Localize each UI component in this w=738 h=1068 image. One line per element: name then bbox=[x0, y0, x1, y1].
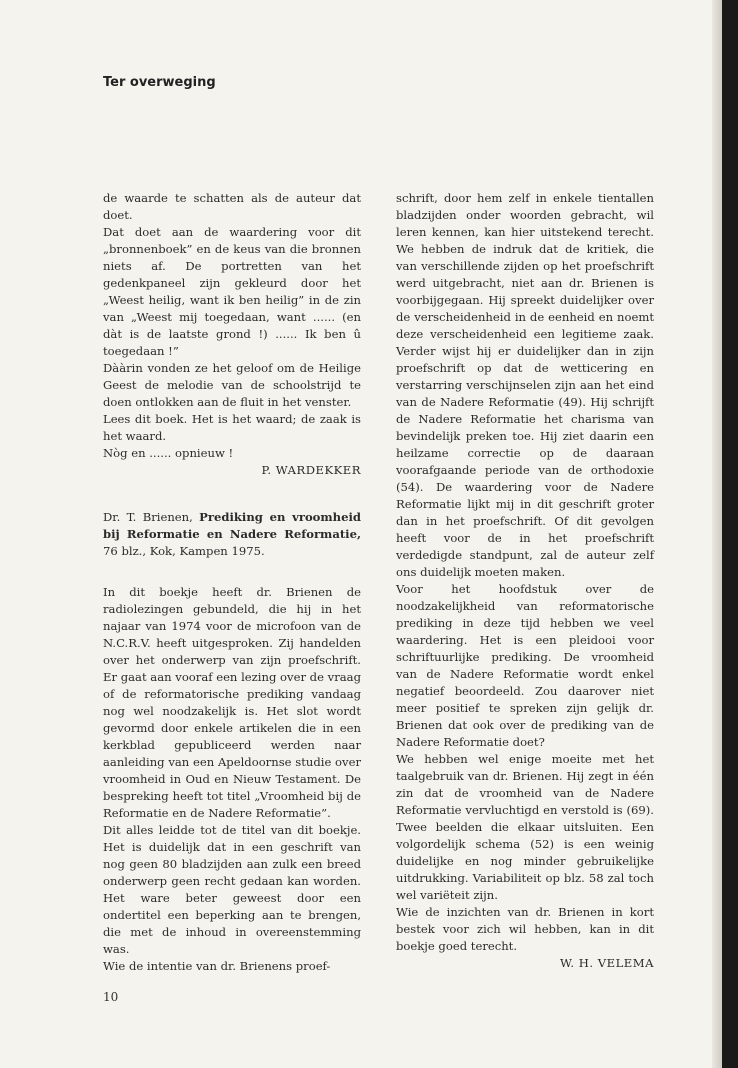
paragraph: Voor het hoofdstuk over de noodzakelijkheid van reformatorische prediking in deze tijd hebben we veel waardering. Het is een pleidooi voor schriftuurlijke prediking. De vroomheid van de Nadere Reformatie wordt enkel negatief beoordeeld. Zou daarover niet meer positief te spreken zijn gelijk dr. Brienen dat ook over de prediking van de Nadere Reformatie doet? bbox=[396, 582, 654, 749]
paragraph: We hebben wel enige moeite met het taalgebruik van dr. Brienen. Hij zegt in één zin dat de vroomheid van de Nadere Reformatie vervluchtigd en verstold is (69). Twee beelden die elkaar uitsluiten. Een volgordelijk schema (52) is een weinig duidelijke en nog minder gebruikelijke uitdrukking. Variabiliteit op blz. 58 zal toch wel variëteit zijn. bbox=[396, 752, 654, 902]
paragraph: Dààrin vonden ze het geloof om de Heilige Geest de melodie van de schoolstrijd te doen ontlokken aan de fluit in het venster. bbox=[103, 361, 361, 409]
paragraph: In dit boekje heeft dr. Brienen de radiolezingen gebundeld, die hij in het najaar van 1974 voor de microfoon van de N.C.R.V. heeft uitgesproken. Zij handelden over het onderwerp van zijn proefschrift. Er gaat aan vooraf een lezing over de vraag of de reformatorische prediking vandaag nog wel noodzakelijk is. Het slot wordt gevormd door enkele artikelen die in een kerkblad gepubliceerd werden naar aanleiding van een Apeldoornse studie over vroomheid in Oud en Nieuw Testament. De bespreking heeft tot titel „Vroomheid bij de Reformatie en de Nadere Reformatie”. bbox=[103, 585, 361, 820]
paragraph: schrift, door hem zelf in enkele tientallen bladzijden onder woorden gebracht, wil leren kennen, kan hier uitstekend terecht. We hebben de indruk dat de kritiek, die van verschillende zijden op het proefschrift werd uitgebracht, niet aan dr. Brienen is voorbijgegaan. Hij spreekt duidelijker over de verscheidenheid in de eenheid en noemt deze verscheidenheid een legitieme zaak. Verder wijst hij er duidelijker dan in zijn proefschrift op dat de wetticering en verstarring verschijnselen zijn aan het eind van de Nadere Reformatie (49). Hij schrijft de Nadere Reformatie het charisma van bevindelijk preken toe. Hij ziet daarin een heilzame correctie op de daaraan voorafgaande periode van de orthodoxie (54). De waardering voor de Nadere Reformatie lijkt mij in dit geschrift groter dan in het proefschrift. Of dit gevolgen heeft voor de in het proefschrift verdedigde standpunt, zal de auteur zelf ons duidelijk moeten maken. bbox=[396, 191, 654, 579]
review-author: Dr. T. Brienen, bbox=[103, 510, 200, 524]
paragraph: Dat doet aan de waardering voor dit „bronnenboek” en de keus van die bronnen niets af. De portretten van het gedenkpaneel zijn gekleurd door het „Weest heilig, want ik ben heilig” in de zin van „Weest mij toegedaan, want ...... (en dàt is de laatste grond !) ...... Ik ben û toegedaan !” bbox=[103, 225, 361, 358]
paragraph: Wie de intentie van dr. Brienens proef- bbox=[103, 959, 331, 973]
review-heading bbox=[103, 509, 361, 560]
page-edge-shadow bbox=[712, 0, 722, 1068]
paragraph: de waarde te schatten als de auteur dat doet. bbox=[103, 191, 361, 222]
paragraph: Dit alles leidde tot de titel van dit boekje. Het is duidelijk dat in een geschrift van nog geen 80 bladzijden aan zulk een breed onderwerp geen recht gedaan kan worden. Het ware beter geweest door een ondertitel een beperking aan te brengen, die met de inhoud in overeenstemming was. bbox=[103, 823, 361, 956]
signature-velema: W. H. VELEMA bbox=[560, 956, 654, 970]
section-title: Ter overweging bbox=[103, 75, 216, 90]
paragraph: Wie de inzichten van dr. Brienen in kort bestek voor zich wil hebben, kan in dit boekje goed terecht. bbox=[396, 905, 654, 953]
signature-wardekker: P. WARDEKKER bbox=[261, 463, 361, 477]
right-column bbox=[396, 190, 654, 972]
paragraph: Lees dit boek. Het is het waard; de zaak is het waard. bbox=[103, 412, 361, 443]
page-number: 10 bbox=[103, 990, 119, 1004]
review-details: 76 blz., Kok, Kampen 1975. bbox=[103, 544, 265, 558]
review-title: Prediking en vroomheid bij Reformatie en Nadere Reformatie, bbox=[103, 510, 361, 541]
paragraph: Nòg en ...... opnieuw ! bbox=[103, 446, 234, 460]
left-column bbox=[103, 190, 361, 975]
